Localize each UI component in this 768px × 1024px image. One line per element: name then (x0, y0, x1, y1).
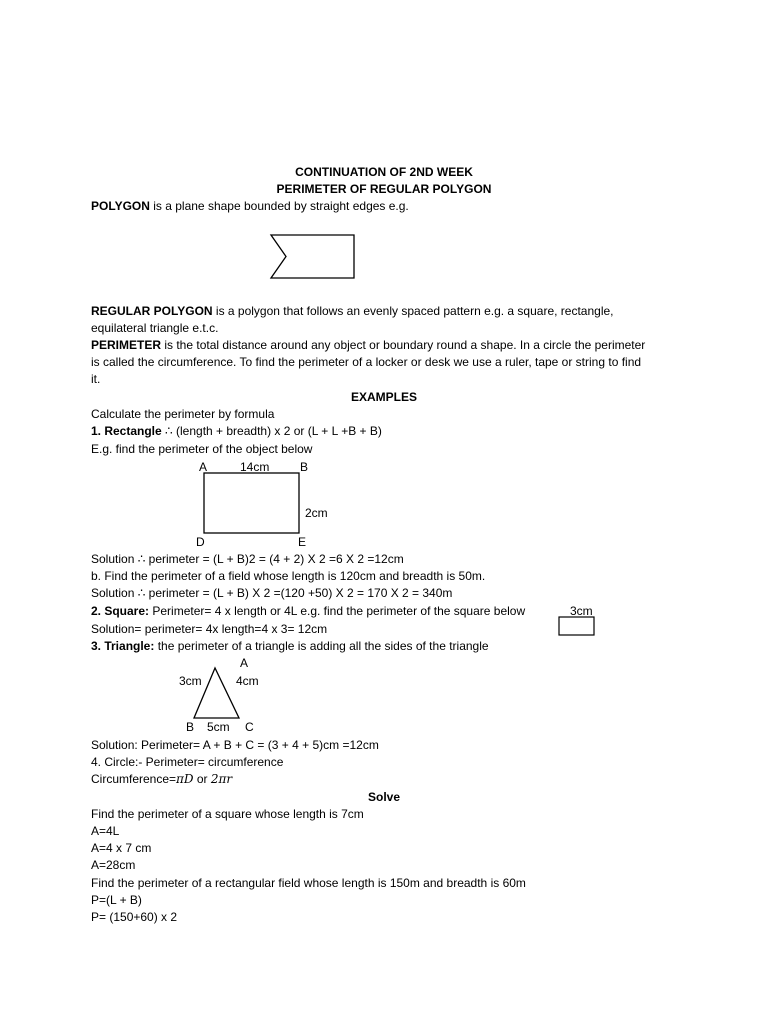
examples-heading: EXAMPLES (350, 390, 417, 404)
triangle-label-right: 4cm (236, 674, 259, 688)
solve-line: A=4 x 7 cm (91, 841, 152, 855)
rect-label-e: E (298, 535, 307, 549)
solve-line: P=(L + B) (91, 893, 142, 907)
rect-label-side: 2cm (305, 506, 328, 520)
perimeter-definition (91, 337, 645, 353)
solve-line: A=28cm (91, 858, 136, 872)
calc-formula: Calculate the perimeter by formula (91, 407, 275, 421)
perimeter-line-3: it. (91, 372, 101, 386)
triangle-label-b: B (186, 720, 195, 734)
regular-polygon-definition (91, 303, 614, 319)
polygon-term: POLYGON (91, 199, 150, 213)
triangle-shape (194, 668, 239, 718)
solve-line: A=4L (91, 824, 120, 838)
solve-line: Find the perimeter of a square whose length is 7cm (91, 807, 364, 821)
rect-label-b: B (300, 460, 309, 474)
triangle-text: the perimeter of a triangle is adding all the sides of the triangle (154, 639, 489, 653)
triangle-label-base: 5cm (207, 720, 230, 734)
perimeter-line-2: is called the circumference. To find the perimeter of a locker or desk we use a ruler, tape or string to find (91, 355, 642, 369)
rectangle-formula (91, 423, 382, 439)
square-solution: Solution= perimeter= 4x length=4 x 3= 12cm (91, 622, 328, 636)
rectangle-figure (203, 472, 303, 536)
triangle-label-a: A (240, 656, 249, 670)
circumference-diameter-formula: πD (176, 772, 194, 786)
field-question: b. Find the perimeter of a field whose length is 120cm and breadth is 50m. (91, 569, 486, 583)
regular-term: REGULAR POLYGON (91, 304, 213, 318)
square-heading: 2. Square: (91, 604, 150, 618)
triangle-solution: Solution: Perimeter= A + B + C = (3 + 4 + 5)cm =12cm (91, 738, 379, 752)
rect-label-a: A (199, 460, 208, 474)
rect-label-d: D (196, 535, 205, 549)
square-figure (558, 616, 596, 638)
perimeter-term: PERIMETER (91, 338, 162, 352)
triangle-formula (91, 638, 489, 654)
rectangle-solution: Solution ∴ perimeter = (L + B)2 = (4 + 2) X 2 =6 X 2 =12cm (91, 552, 404, 566)
square-formula (91, 603, 525, 619)
square-label: 3cm (570, 604, 593, 618)
rectangle-example: E.g. find the perimeter of the object below (91, 442, 313, 456)
title-topic: PERIMETER OF REGULAR POLYGON (276, 182, 492, 196)
solve-line: P= (150+60) x 2 (91, 910, 178, 924)
title-week: CONTINUATION OF 2ND WEEK (295, 165, 473, 179)
polygon-shape (271, 235, 354, 278)
rectangle-formula-text: ∴ (length + breadth) x 2 or (L + L +B + B) (161, 424, 382, 438)
rect-label-top: 14cm (240, 460, 270, 474)
triangle-figure (190, 666, 250, 722)
circle-formula: 4. Circle:- Perimeter= circumference (91, 755, 284, 769)
rectangle-heading: 1. Rectangle (91, 424, 162, 438)
field-solution: Solution ∴ perimeter = (L + B) X 2 =(120 +50) X 2 = 170 X 2 = 340m (91, 586, 453, 600)
solve-heading: Solve (367, 790, 400, 804)
circumference-radius-formula: 2πr (210, 772, 233, 786)
rectangle-shape (204, 473, 299, 533)
circumference-prefix: Circumference= (91, 772, 177, 786)
polygon-def: is a plane shape bounded by straight edges e.g. (149, 199, 409, 213)
triangle-heading: 3. Triangle: (91, 639, 155, 653)
circumference-or: or (193, 772, 211, 786)
polygon-definition (91, 198, 409, 214)
regular-def: is a polygon that follows an evenly spaced pattern e.g. a square, rectangle, (212, 304, 614, 318)
circumference-formula (91, 771, 232, 787)
solve-line: Find the perimeter of a rectangular field whose length is 150m and breadth is 60m (91, 876, 526, 890)
perimeter-def: is the total distance around any object or boundary round a shape. In a circle the perimeter (161, 338, 646, 352)
triangle-label-c: C (245, 720, 254, 734)
regular-polygon-cont: equilateral triangle e.t.c. (91, 321, 219, 335)
square-text: Perimeter= 4 x length or 4L e.g. find the perimeter of the square below (149, 604, 526, 618)
polygon-figure (270, 234, 360, 280)
triangle-label-left: 3cm (179, 674, 202, 688)
square-shape (559, 617, 594, 635)
